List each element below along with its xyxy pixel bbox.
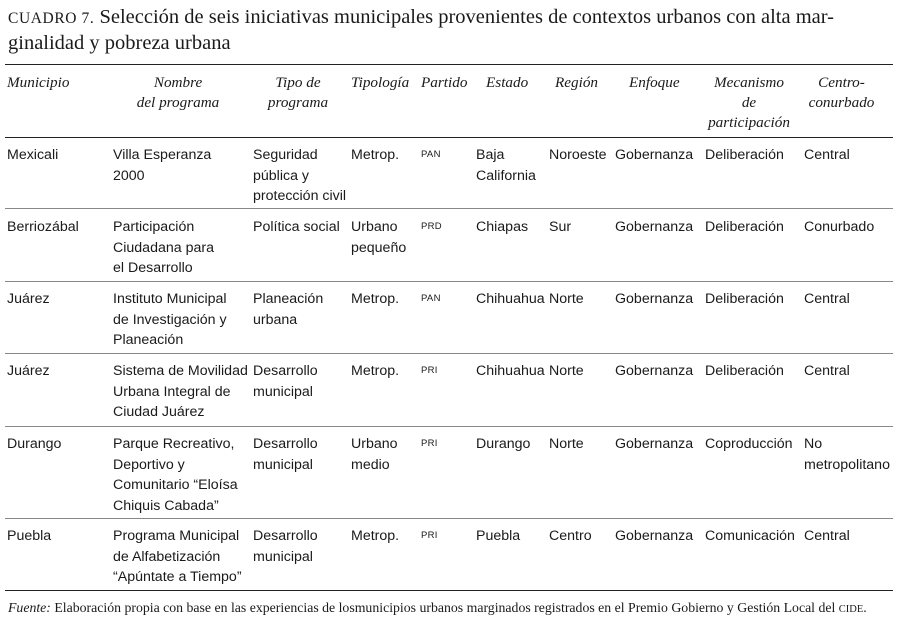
column-header-line: participación [708, 114, 790, 131]
cell-line: Central [804, 363, 850, 379]
cell-line: Chihuahua [476, 291, 545, 307]
column-header-tipologia [351, 73, 409, 93]
row-divider [5, 208, 893, 209]
cell-line: Central [804, 528, 850, 544]
cell-estado [476, 361, 545, 382]
column-header-estado [486, 73, 528, 93]
column-header-line: Nombre [153, 74, 203, 91]
cell-line: pública y [253, 167, 309, 184]
cell-line: Central [804, 291, 850, 307]
cell-line: Conurbado [804, 219, 875, 235]
cell-mecanismo [705, 526, 795, 547]
cell-line: PAN [421, 293, 441, 304]
cell-municipio [7, 217, 79, 238]
cell-line: Deliberación [705, 291, 784, 307]
cell-line: Villa Esperanza [113, 147, 212, 163]
cell-line: Metrop. [351, 147, 400, 163]
cell-tipo [253, 289, 323, 330]
cell-centro [804, 217, 874, 238]
cell-mecanismo [705, 145, 784, 166]
header-rule [5, 137, 893, 138]
cell-line: Deliberación [705, 147, 784, 163]
cell-centro [804, 361, 850, 382]
cell-line: Durango [7, 436, 62, 452]
cell-centro [804, 145, 850, 166]
cell-line: urbana [253, 311, 298, 328]
cell-line: PRI [421, 438, 438, 449]
cell-enfoque [615, 145, 693, 166]
column-header-line: del programa [136, 94, 220, 111]
cell-line: metropolitano [804, 456, 890, 473]
cell-line: Sur [549, 219, 572, 235]
cell-tipo [253, 145, 346, 207]
cell-line: Desarrollo [253, 436, 318, 452]
cell-line: de Investigación y [113, 311, 227, 328]
cell-line: Chiquis Cabada” [113, 497, 219, 514]
cell-line: Parque Recreativo, [113, 436, 235, 452]
cell-line: Ciudad Juárez [113, 404, 205, 420]
cell-nombre [113, 217, 214, 279]
cell-partido [421, 289, 441, 310]
cell-line: Deliberación [705, 363, 784, 379]
footnote-org: CIDE [838, 604, 864, 615]
cell-line: Chiapas [476, 219, 529, 235]
cell-line: Norte [549, 363, 584, 379]
cell-line: Metrop. [351, 528, 400, 544]
cell-enfoque [615, 434, 693, 455]
column-header-line: programa [267, 94, 329, 111]
cell-line: PAN [421, 149, 441, 160]
cell-centro [804, 434, 890, 475]
cell-line: Mexicali [7, 147, 59, 163]
column-header-line: Mecanismo [713, 74, 784, 91]
cell-line: Gobernanza [615, 436, 694, 452]
cell-enfoque [615, 526, 693, 547]
cell-line: Puebla [7, 528, 52, 544]
cell-partido [421, 526, 438, 547]
column-header-centro [804, 73, 879, 113]
cell-enfoque [615, 217, 693, 238]
cell-line: Baja [476, 147, 505, 163]
column-header-line: Centro- [818, 74, 865, 91]
cell-nombre [113, 361, 248, 423]
cell-centro [804, 526, 850, 547]
cell-line: Planeación [253, 291, 324, 307]
footnote-end: . [863, 600, 867, 615]
table-caption [8, 5, 900, 56]
cell-nombre [113, 145, 211, 186]
column-header-nombre [113, 73, 243, 113]
cell-municipio [7, 434, 61, 455]
cell-line: Centro [549, 528, 592, 544]
cell-line: PRI [421, 530, 438, 541]
cell-municipio [7, 361, 50, 382]
cell-line: Berriozábal [7, 219, 79, 235]
cell-line: 2000 [113, 167, 145, 184]
cell-line: Puebla [476, 528, 521, 544]
cell-line: Chihuahua [476, 363, 545, 379]
column-header-line: Tipología [351, 74, 410, 91]
cell-line: Gobernanza [615, 219, 694, 235]
cell-line: Norte [549, 291, 584, 307]
row-divider [5, 518, 893, 519]
cell-tipo [253, 434, 318, 475]
cell-line: Durango [476, 436, 531, 452]
cell-centro [804, 289, 850, 310]
top-rule [5, 64, 893, 65]
cell-line: Central [804, 147, 850, 163]
column-header-line: conurbado [808, 94, 875, 111]
caption-title-line-2: ginalidad y pobreza urbana [8, 32, 231, 54]
cell-line: Seguridad [253, 147, 318, 163]
cell-municipio [7, 145, 58, 166]
cell-estado [476, 434, 530, 455]
cell-partido [421, 434, 438, 455]
cell-municipio [7, 289, 50, 310]
column-header-line: Región [555, 74, 599, 91]
cell-line: municipal [253, 383, 313, 400]
row-divider [5, 281, 893, 282]
footnote-label: Fuente: [8, 600, 51, 615]
cell-line: Programa Municipal [113, 528, 240, 544]
cell-estado [476, 217, 528, 238]
cell-line: Planeación [113, 332, 184, 348]
row-divider [5, 353, 893, 354]
cell-tipo [253, 217, 340, 238]
cell-line: Metrop. [351, 363, 400, 379]
cell-mecanismo [705, 434, 793, 455]
cell-tipologia [351, 217, 406, 258]
cell-region [549, 289, 584, 310]
cell-region [549, 526, 592, 547]
cell-line: PRI [421, 365, 438, 376]
cell-partido [421, 145, 441, 166]
cell-line: Urbana Integral de [113, 383, 231, 400]
cell-estado [476, 289, 545, 310]
cell-line: Participación [113, 219, 195, 235]
cell-line: Urbano [351, 219, 398, 235]
cell-tipologia [351, 361, 399, 382]
column-header-line: Tipo de [275, 74, 321, 91]
cell-estado [476, 145, 536, 186]
cell-line: Urbano [351, 436, 398, 452]
cell-region [549, 145, 607, 166]
column-header-line: de [741, 94, 757, 111]
cell-tipo [253, 526, 318, 567]
cell-region [549, 217, 571, 238]
cell-line: pequeño [351, 239, 407, 256]
cell-enfoque [615, 361, 693, 382]
cell-line: Política social [253, 219, 340, 235]
cell-line: Gobernanza [615, 363, 694, 379]
cell-nombre [113, 526, 242, 588]
column-header-municipio [7, 73, 69, 93]
caption-label: CUADRO 7. [8, 10, 95, 27]
column-header-enfoque [629, 73, 680, 93]
cell-line: Comunicación [705, 528, 795, 544]
column-header-region [555, 73, 598, 93]
cell-line: municipal [253, 548, 313, 565]
cell-region [549, 434, 584, 455]
cell-line: Gobernanza [615, 528, 694, 544]
cell-line: “Apúntate a Tiempo” [113, 569, 242, 585]
cell-line: medio [351, 456, 390, 473]
table-footnote [8, 599, 900, 619]
cell-line: Coproducción [705, 436, 793, 452]
cell-line: Desarrollo [253, 363, 318, 379]
column-header-line: Estado [486, 74, 529, 91]
cell-line: Comunitario “Eloísa [113, 477, 238, 493]
cell-tipologia [351, 526, 399, 547]
cell-line: Juárez [7, 363, 50, 379]
cell-tipologia [351, 145, 399, 166]
cell-tipo [253, 361, 318, 402]
cell-line: PRD [421, 221, 442, 232]
footnote-text: Elaboración propia con base en las experiencias de losmunicipios urbanos marginados registrados en el Premio Gobierno y Gestión Local del [54, 600, 836, 615]
cell-municipio [7, 526, 51, 547]
cell-mecanismo [705, 217, 784, 238]
column-header-line: Municipio [7, 74, 70, 91]
column-header-mecanismo [705, 73, 793, 133]
cell-partido [421, 361, 438, 382]
row-divider [5, 426, 893, 427]
column-header-partido [421, 73, 467, 93]
cell-line: Gobernanza [615, 147, 694, 163]
cell-line: Deliberación [705, 219, 784, 235]
caption-title-line-1: Selección de seis iniciativas municipales provenientes de contextos urbanos con alta mar- [99, 6, 834, 28]
cell-line: Noroeste [549, 147, 607, 163]
cell-line: Juárez [7, 291, 50, 307]
cell-estado [476, 526, 520, 547]
cell-line: Instituto Municipal [113, 291, 227, 307]
cell-line: California [476, 167, 536, 184]
cell-line: No [804, 436, 823, 452]
cell-nombre [113, 434, 238, 516]
cell-tipologia [351, 289, 399, 310]
cell-line: Gobernanza [615, 291, 694, 307]
bottom-rule [5, 590, 893, 591]
column-header-line: Enfoque [629, 74, 680, 91]
cell-line: protección civil [253, 188, 347, 204]
cell-nombre [113, 289, 227, 351]
cell-mecanismo [705, 289, 784, 310]
cell-partido [421, 217, 442, 238]
cell-line: Sistema de Movilidad [113, 363, 248, 379]
column-header-tipo [253, 73, 343, 113]
cell-line: municipal [253, 456, 313, 473]
cell-enfoque [615, 289, 693, 310]
cell-mecanismo [705, 361, 784, 382]
cell-tipologia [351, 434, 398, 475]
column-header-line: Partido [421, 74, 468, 91]
cell-line: Deportivo y [113, 456, 185, 473]
cell-line: el Desarrollo [113, 260, 193, 276]
cell-line: Metrop. [351, 291, 400, 307]
cell-line: Desarrollo [253, 528, 318, 544]
cell-line: de Alfabetización [113, 548, 221, 565]
cell-line: Norte [549, 436, 584, 452]
cell-line: Ciudadana para [113, 239, 214, 256]
cell-region [549, 361, 584, 382]
